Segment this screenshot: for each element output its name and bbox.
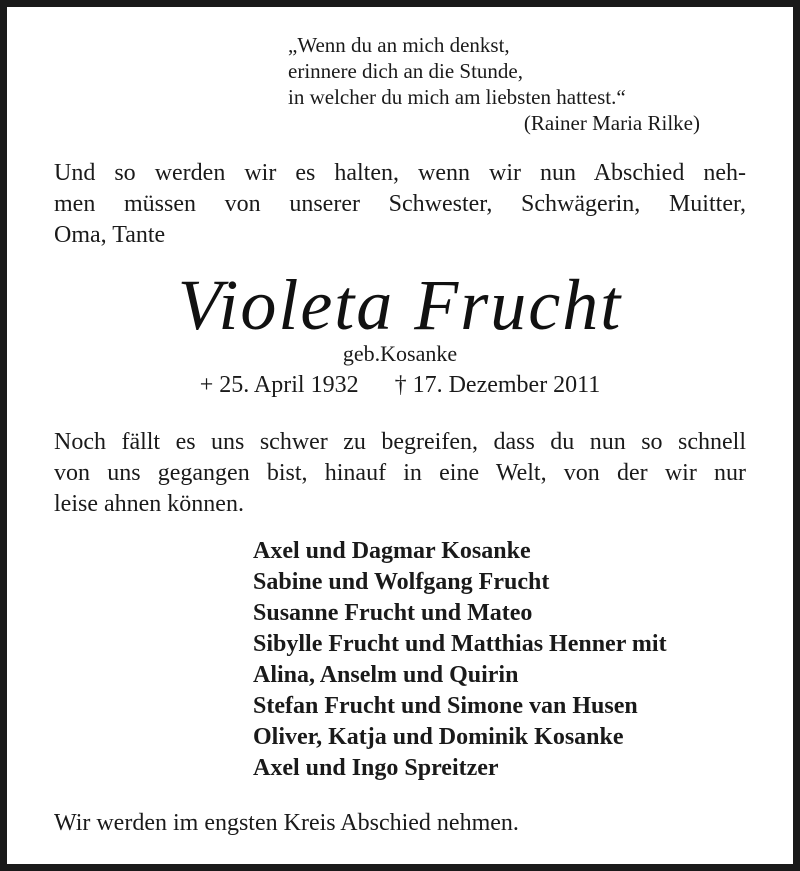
rilke-quote: [288, 32, 718, 136]
mourner-line: Oliver, Katja und Dominik Kosanke: [253, 724, 624, 750]
mourner-line: Stefan Frucht und Simone van Husen: [253, 693, 638, 719]
deceased-name: Violeta Frucht: [177, 265, 623, 345]
mourner-line: Sibylle Frucht und Matthias Henner mit: [253, 631, 667, 657]
message-line: leise ahnen können.: [54, 491, 244, 517]
mourner-line: Susanne Frucht und Mateo: [253, 600, 533, 626]
quote-author: (Rainer Maria Rilke): [523, 111, 700, 135]
maiden-name: geb.Kosanke: [342, 341, 458, 366]
intro-line: men müssen von unserer Schwester, Schwägerin, Muitter,: [54, 191, 746, 217]
quote-line: erinnere dich an die Stunde,: [288, 59, 523, 83]
quote-line: „Wenn du an mich denkst,: [288, 33, 510, 57]
intro-paragraph: [54, 158, 746, 251]
mourner-line: Sabine und Wolfgang Frucht: [253, 569, 550, 595]
life-dates: [0, 370, 800, 400]
mourner-line: Axel und Ingo Spreitzer: [253, 755, 499, 781]
birth-date: + 25. April 1932: [199, 372, 359, 398]
message-line: Noch fällt es uns schwer zu begreifen, dass du nun so schnell: [54, 429, 746, 455]
quote-line: in welcher du mich am liebsten hattest.“: [288, 85, 626, 109]
intro-line: Und so werden wir es halten, wenn wir nun Abschied neh-: [54, 160, 746, 186]
closing-statement: Wir werden im engsten Kreis Abschied nehmen.: [54, 810, 519, 836]
message-line: von uns gegangen bist, hinauf in eine Welt, von der wir nur: [54, 460, 746, 486]
death-date: † 17. Dezember 2011: [394, 372, 601, 398]
mourners-list: [253, 536, 753, 784]
intro-line: Oma, Tante: [54, 222, 166, 248]
message-paragraph: [54, 427, 746, 520]
mourner-line: Alina, Anselm und Quirin: [253, 662, 519, 688]
mourner-line: Axel und Dagmar Kosanke: [253, 538, 531, 564]
